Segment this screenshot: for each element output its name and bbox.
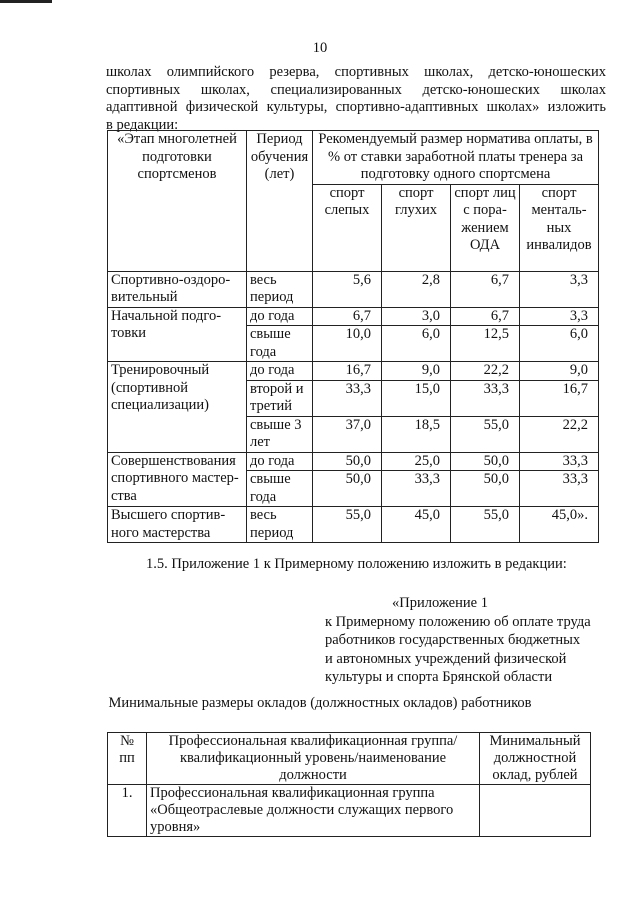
intro-text <box>106 64 606 135</box>
value-cell: 55,0 <box>451 507 520 543</box>
period-cell: до года <box>247 307 313 326</box>
value-cell: 33,3 <box>382 471 451 507</box>
value-cell: 55,0 <box>451 416 520 452</box>
group-cell: Профессиональная квалификационная группа «Общеотраслевые должности служащих первого уровня» <box>147 785 480 837</box>
paragraph-1-5: 1.5. Приложение 1 к Примерному положению изложить в редакции: <box>146 556 567 572</box>
table-row <box>108 452 599 471</box>
value-cell: 6,0 <box>382 326 451 362</box>
intro-line: адаптивной физической культуры, спортивно-адаптивных школах» изложить <box>106 99 606 116</box>
appendix-line: культуры и спорта Брянской области <box>325 669 553 685</box>
value-cell: 9,0 <box>382 362 451 381</box>
table-header-row <box>108 131 599 185</box>
intro-line: в редакции: <box>106 117 179 134</box>
header-num: № пп <box>108 733 147 785</box>
intro-line: спортивных школах, специализированных детско-юношеских школах <box>106 81 606 98</box>
table-row <box>108 785 591 837</box>
value-cell: 22,2 <box>451 362 520 381</box>
header-period: Период обучения (лет) <box>247 131 313 272</box>
table-row <box>108 307 599 326</box>
min-salary-cell <box>480 785 591 837</box>
period-cell: до года <box>247 452 313 471</box>
value-cell: 37,0 <box>313 416 382 452</box>
value-cell: 50,0 <box>313 452 382 471</box>
salary-table <box>107 732 591 837</box>
num-cell: 1. <box>108 785 147 837</box>
value-cell: 6,7 <box>313 307 382 326</box>
value-cell: 12,5 <box>451 326 520 362</box>
table-row <box>108 362 599 381</box>
intro-line: школах олимпийского резерва, спортивных школах, детско-юношеских <box>106 64 606 80</box>
appendix-line: и автономных учреждений физической <box>325 650 567 667</box>
stage-cell: Спортивно-оздоро-вительный <box>108 271 247 307</box>
header-blind: спорт слепых <box>313 184 382 271</box>
value-cell: 3,0 <box>382 307 451 326</box>
value-cell: 15,0 <box>382 380 451 416</box>
value-cell: 10,0 <box>313 326 382 362</box>
header-oda: спорт лиц с пора-жением ОДА <box>451 184 520 271</box>
value-cell: 6,0 <box>520 326 599 362</box>
header-mental: спорт менталь-ных инвалидов <box>520 184 599 271</box>
value-cell: 45,0». <box>520 507 599 543</box>
value-cell: 33,3 <box>520 471 599 507</box>
header-min-salary: Минимальный должностной оклад, рублей <box>480 733 591 785</box>
value-cell: 16,7 <box>313 362 382 381</box>
value-cell: 25,0 <box>382 452 451 471</box>
appendix-line: работников государственных бюджетных <box>325 632 581 648</box>
stage-cell: Тренировочный (спортивной специализации) <box>108 362 247 453</box>
value-cell: 45,0 <box>382 507 451 543</box>
table-header-row <box>108 733 591 785</box>
value-cell: 22,2 <box>520 416 599 452</box>
value-cell: 33,3 <box>520 452 599 471</box>
value-cell: 18,5 <box>382 416 451 452</box>
header-stage: «Этап многолетней подготовки спортсменов <box>108 131 247 272</box>
period-cell: весь период <box>247 271 313 307</box>
period-cell: до года <box>247 362 313 381</box>
stage-cell: Высшего спортив-ного мастерства <box>108 507 247 543</box>
value-cell: 16,7 <box>520 380 599 416</box>
header-group: Профессиональная квалификационная группа/квалификационный уровень/наименование должности <box>147 733 480 785</box>
page-number: 10 <box>312 40 328 56</box>
coach-norm-table <box>107 130 599 543</box>
value-cell: 3,3 <box>520 271 599 307</box>
stage-cell: Начальной подго-товки <box>108 307 247 362</box>
value-cell: 2,8 <box>382 271 451 307</box>
value-cell: 6,7 <box>451 307 520 326</box>
period-cell: свыше года <box>247 326 313 362</box>
value-cell: 3,3 <box>520 307 599 326</box>
value-cell: 33,3 <box>313 380 382 416</box>
value-cell: 6,7 <box>451 271 520 307</box>
value-cell: 33,3 <box>451 380 520 416</box>
salary-table-title: Минимальные размеры окладов (должностных окладов) работников <box>108 695 532 711</box>
value-cell: 50,0 <box>451 452 520 471</box>
appendix-title: «Приложение 1 <box>392 595 488 611</box>
period-cell: весь период <box>247 507 313 543</box>
value-cell: 5,6 <box>313 271 382 307</box>
period-cell: второй и третий <box>247 380 313 416</box>
value-cell: 9,0 <box>520 362 599 381</box>
period-cell: свыше года <box>247 471 313 507</box>
value-cell: 50,0 <box>451 471 520 507</box>
period-cell: свыше 3 лет <box>247 416 313 452</box>
top-rule <box>0 0 52 3</box>
appendix-line: к Примерному положению об оплате труда <box>325 613 591 630</box>
table-row <box>108 271 599 307</box>
stage-cell: Совершенствования спортивного мастер-ства <box>108 452 247 507</box>
table-row <box>108 507 599 543</box>
appendix-header <box>325 594 625 687</box>
header-deaf: спорт глухих <box>382 184 451 271</box>
value-cell: 55,0 <box>313 507 382 543</box>
value-cell: 50,0 <box>313 471 382 507</box>
header-recommended: Рекомендуемый размер норматива оплаты, в % от ставки заработной платы тренера за подготовку одного спортсмена <box>313 131 599 185</box>
